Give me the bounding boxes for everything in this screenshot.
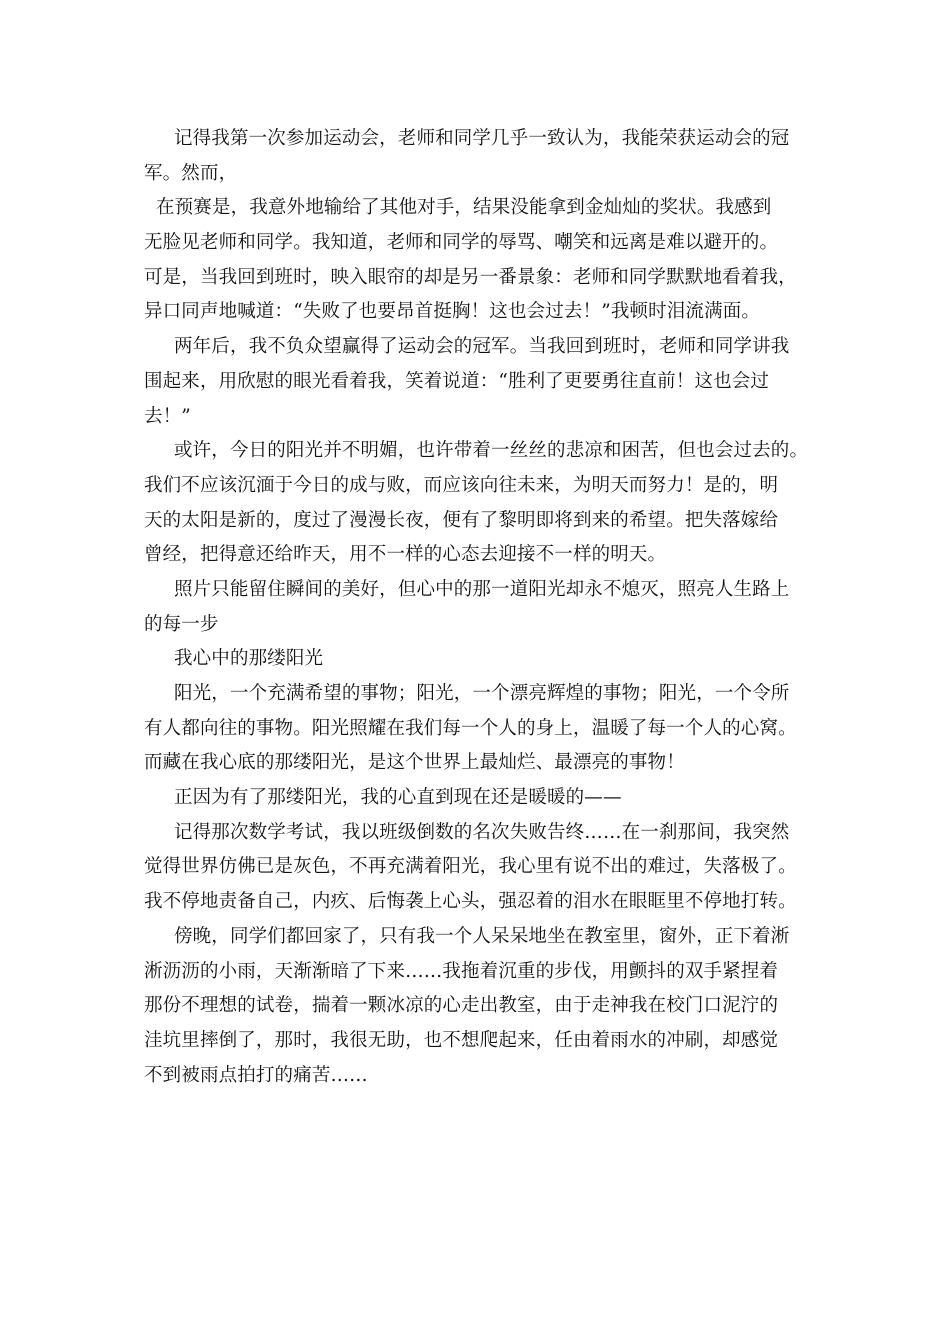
text-line: 的每一步 <box>144 613 219 635</box>
text-line: 记得我第一次参加运动会，老师和同学几乎一致认为，我能荣获运动会的冠 <box>174 128 790 149</box>
text-line: 或许，今日的阳光并不明媚，也许带着一丝丝的悲凉和困苦，但也会过去的。 <box>174 440 809 462</box>
text-line: 洼坑里摔倒了，那时，我很无助，也不想爬起来，任由着雨水的冲刷，却感觉 <box>144 1029 779 1051</box>
text-line: 而藏在我心底的那缕阳光，是这个世界上最灿烂、最漂亮的事物！ <box>144 752 685 774</box>
text-line: 异口同声地喊道：“失败了也要昂首挺胸！这也会过去！”我顿时泪流满面。 <box>144 301 761 323</box>
text-line: 傍晚，同学们都回家了，只有我一个人呆呆地坐在教室里，窗外，正下着淅 <box>174 925 790 947</box>
text-line: 正因为有了那缕阳光，我的心直到现在还是暖暖的—— <box>174 787 622 809</box>
text-line: 我不停地责备自己，内疚、后悔袭上心头，强忍着的泪水在眼眶里不停地打转。 <box>144 891 797 913</box>
text-line: 曾经，把得意还给昨天，用不一样的心态去迎接不一样的明天。 <box>144 544 667 566</box>
text-line: 我们不应该沉湎于今日的成与败，而应该向往未来，为明天而努力！是的，明 <box>144 474 779 496</box>
text-line: 记得那次数学考试，我以班级倒数的名次失败告终……在一刹那间，我突然 <box>174 821 790 843</box>
text-line: 阳光，一个充满希望的事物；阳光，一个漂亮辉煌的事物；阳光，一个令所 <box>174 683 790 704</box>
text-line: 去！” <box>144 405 191 427</box>
text-line: 天的太阳是新的，度过了漫漫长夜，便有了黎明即将到来的希望。把失落嫁给 <box>144 509 779 531</box>
section-title: 我心中的那缕阳光 <box>174 648 324 670</box>
text-line: 无脸见老师和同学。我知道，老师和同学的辱骂、嘲笑和远离是难以避开的。 <box>144 232 779 254</box>
text-line: 军。然而， <box>144 162 238 184</box>
text-line: 照片只能留住瞬间的美好，但心中的那一道阳光却永不熄灭，照亮人生路上 <box>174 578 790 600</box>
text-line: 淅沥沥的小雨，天渐渐暗了下来……我拖着沉重的步伐，用颤抖的双手紧捏着 <box>144 960 779 982</box>
text-line: 在预赛是，我意外地输给了其他对手，结果没能拿到金灿灿的奖状。我感到 <box>156 197 772 219</box>
text-line: 两年后，我不负众望赢得了运动会的冠军。当我回到班时，老师和同学讲我 <box>174 336 790 358</box>
text-line: 觉得世界仿佛已是灰色，不再充满着阳光，我心里有说不出的难过，失落极了。 <box>144 856 797 878</box>
text-line: 有人都向往的事物。阳光照耀在我们每一个人的身上，温暖了每一个人的心窝。 <box>144 717 797 739</box>
text-line: 可是，当我回到班时，映入眼帘的却是另一番景象：老师和同学默默地看着我， <box>144 266 797 288</box>
text-line: 那份不理想的试卷，揣着一颗冰凉的心走出教室，由于走神我在校门口泥泞的 <box>144 995 779 1017</box>
document-body <box>144 122 824 1093</box>
text-line: 不到被雨点拍打的痛苦…… <box>144 1064 368 1086</box>
text-line: 围起来，用欣慰的眼光看着我，笑着说道：“胜利了更要勇往直前！这也会过 <box>144 370 770 392</box>
